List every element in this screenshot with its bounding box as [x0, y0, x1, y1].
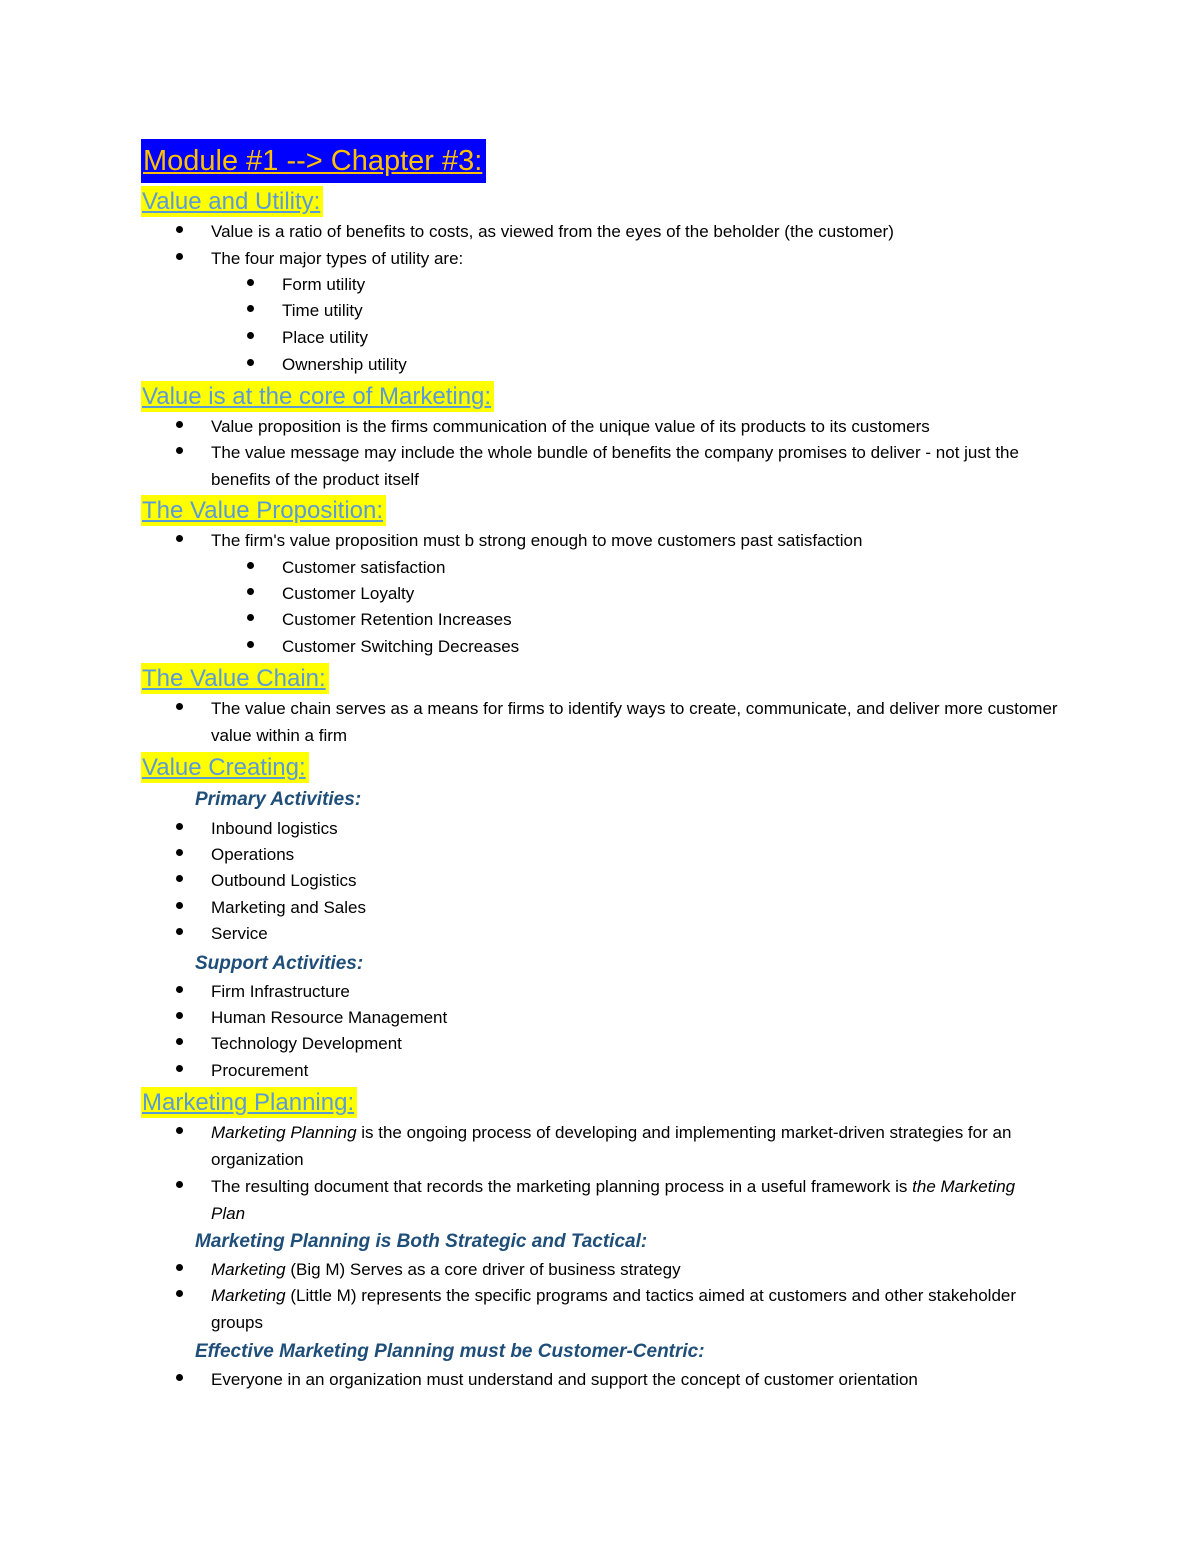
- list-item: Value is a ratio of benefits to costs, as viewed from the eyes of the beholder (the customer): [211, 219, 1071, 246]
- section-heading-core: Value is at the core of Marketing:: [141, 381, 494, 412]
- bullet-icon: [176, 1012, 183, 1019]
- bullet-icon: [176, 1264, 183, 1271]
- subheading-support-activities: Support Activities:: [195, 953, 364, 974]
- bullet-icon: [176, 1290, 183, 1297]
- bullet-icon: [176, 875, 183, 882]
- bullet-icon: [247, 279, 254, 286]
- list-item: Firm Infrastructure: [211, 979, 1071, 1006]
- list-item: The resulting document that records the marketing planning process in a useful framework is the Marketing Plan: [211, 1174, 1041, 1227]
- list-item: Marketing (Little M) represents the specific programs and tactics aimed at customers and other stakeholder groups: [211, 1283, 1061, 1336]
- bullet-icon: [176, 1374, 183, 1381]
- list-item: Marketing (Big M) Serves as a core driver of business strategy: [211, 1257, 1071, 1284]
- bullet-icon: [176, 421, 183, 428]
- list-item: The four major types of utility are:: [211, 246, 1071, 273]
- list-item: The firm's value proposition must b strong enough to move customers past satisfaction: [211, 528, 1071, 555]
- sub-list-item: Place utility: [282, 325, 1072, 352]
- sub-list-item: Customer Retention Increases: [282, 607, 1072, 634]
- section-heading-value-utility: Value and Utility:: [141, 186, 323, 217]
- section-heading-creating: Value Creating:: [141, 752, 309, 783]
- list-item: Everyone in an organization must understand and support the concept of customer orientation: [211, 1367, 1071, 1394]
- bullet-icon: [176, 849, 183, 856]
- bullet-icon: [176, 1181, 183, 1188]
- bullet-icon: [176, 535, 183, 542]
- sub-list-item: Customer Loyalty: [282, 581, 1072, 608]
- section-heading-planning: Marketing Planning:: [141, 1087, 357, 1118]
- list-item: Human Resource Management: [211, 1005, 1071, 1032]
- list-item: Marketing Planning is the ongoing process of developing and implementing market-driven strategies for an organization: [211, 1120, 1021, 1173]
- bullet-icon: [176, 823, 183, 830]
- bullet-icon: [247, 614, 254, 621]
- bullet-icon: [247, 588, 254, 595]
- bullet-icon: [247, 332, 254, 339]
- bullet-icon: [176, 1065, 183, 1072]
- list-item: Inbound logistics: [211, 816, 1071, 843]
- bullet-icon: [247, 305, 254, 312]
- section-heading-proposition: The Value Proposition:: [141, 495, 386, 526]
- document-title: Module #1 --> Chapter #3:: [141, 139, 486, 183]
- list-item: The value chain serves as a means for firms to identify ways to create, communicate, and deliver more customer value within a firm: [211, 696, 1061, 749]
- sub-list-item: Form utility: [282, 272, 1072, 299]
- bullet-icon: [176, 928, 183, 935]
- bullet-icon: [247, 359, 254, 366]
- bullet-icon: [176, 703, 183, 710]
- bullet-icon: [176, 447, 183, 454]
- bullet-icon: [247, 641, 254, 648]
- bullet-icon: [247, 562, 254, 569]
- list-item: Outbound Logistics: [211, 868, 1071, 895]
- list-item: Service: [211, 921, 1071, 948]
- list-item: Operations: [211, 842, 1071, 869]
- bullet-icon: [176, 253, 183, 260]
- list-item: Procurement: [211, 1058, 1071, 1085]
- list-item: The value message may include the whole bundle of benefits the company promises to deliver - not just the benefits of the product itself: [211, 440, 1061, 493]
- sub-list-item: Customer Switching Decreases: [282, 634, 1072, 661]
- bullet-icon: [176, 1127, 183, 1134]
- subheading-customer-centric: Effective Marketing Planning must be Customer-Centric:: [195, 1341, 705, 1362]
- list-item: Value proposition is the firms communication of the unique value of its products to its customers: [211, 414, 1071, 441]
- list-item: Technology Development: [211, 1031, 1071, 1058]
- sub-list-item: Time utility: [282, 298, 1072, 325]
- subheading-strategic-tactical: Marketing Planning is Both Strategic and Tactical:: [195, 1231, 648, 1252]
- bullet-icon: [176, 902, 183, 909]
- section-heading-chain: The Value Chain:: [141, 663, 329, 694]
- subheading-primary-activities: Primary Activities:: [195, 789, 362, 810]
- sub-list-item: Customer satisfaction: [282, 555, 1072, 582]
- sub-list-item: Ownership utility: [282, 352, 1072, 379]
- bullet-icon: [176, 986, 183, 993]
- bullet-icon: [176, 1038, 183, 1045]
- list-item: Marketing and Sales: [211, 895, 1071, 922]
- bullet-icon: [176, 226, 183, 233]
